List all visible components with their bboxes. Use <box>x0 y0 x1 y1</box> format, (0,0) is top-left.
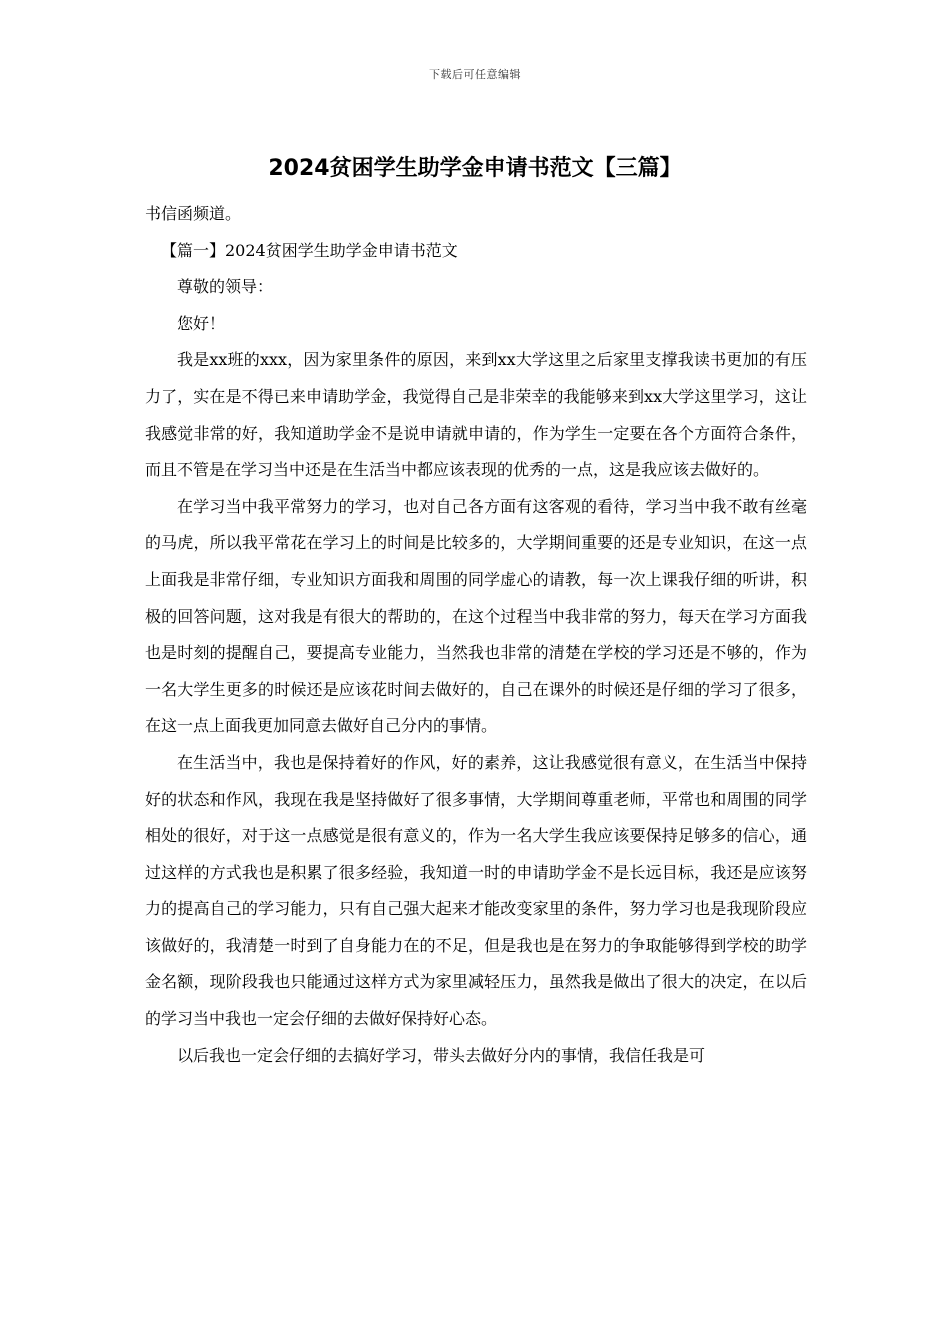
salutation: 尊敬的领导： <box>177 277 274 297</box>
intro-line: 书信函频道。 <box>145 204 242 223</box>
greeting: 您好！ <box>177 313 226 333</box>
document-title: 2024贫困学生助学金申请书范文【三篇】 <box>268 156 682 181</box>
document-body <box>145 196 807 1074</box>
section-heading: 【篇一】2024贫困学生助学金申请书范文 <box>161 240 458 260</box>
body-paragraph: 在生活当中，我也是保持着好的作风，好的素养，这让我感觉很有意义，在生活当中保持好的状态和作风，我现在我是坚持做好了很多事情，大学期间尊重老师，平常也和周围的同学相处的很好，对于这一点感觉是很有意义的，作为一名大学生我应该要保持足够多的信心，通过这样的方式我也是积累了很多经验，我知道一时的申请助学金不是长远目标，我还是应该努力的提高自己的学习能力，只有自己强大起来才能改变家里的条件，努力学习也是我现阶段应该做好的，我清楚一时到了自身能力在的不足，但是我也是在努力的争取能够得到学校的助学金名额，现阶段我也只能通过这样方式为家里减轻压力，虽然我是做出了很大的决定，在以后的学习当中我也一定会仔细的去做好保持好心态。 <box>145 752 807 1029</box>
page-header-note: 下载后可任意编辑 <box>429 68 521 81</box>
body-paragraph: 我是xx班的xxx，因为家里条件的原因，来到xx大学这里之后家里支撑我读书更加的有压力了，实在是不得已来申请助学金，我觉得自己是非荣幸的我能够来到xx大学这里学习，这让我感觉非常的好，我知道助学金不是说申请就申请的，作为学生一定要在各个方面符合条件，而且不管是在学习当中还是在生活当中都应该表现的优秀的一点，这是我应该去做好的。 <box>145 350 807 480</box>
body-paragraph: 在学习当中我平常努力的学习，也对自己各方面有这客观的看待，学习当中我不敢有丝毫的马虎，所以我平常花在学习上的时间是比较多的，大学期间重要的还是专业知识，在这一点上面我是非常仔细，专业知识方面我和周围的同学虚心的请教，每一次上课我仔细的听讲，积极的回答问题，这对我是有很大的帮助的，在这个过程当中我非常的努力，每天在学习方面我也是时刻的提醒自己，要提高专业能力，当然我也非常的清楚在学校的学习还是不够的，作为一名大学生更多的时候还是应该花时间去做好的，自己在课外的时候还是仔细的学习了很多，在这一点上面我更加同意去做好自己分内的事情。 <box>145 496 807 736</box>
body-paragraph: 以后我也一定会仔细的去搞好学习，带头去做好分内的事情，我信任我是可 <box>177 1045 706 1065</box>
